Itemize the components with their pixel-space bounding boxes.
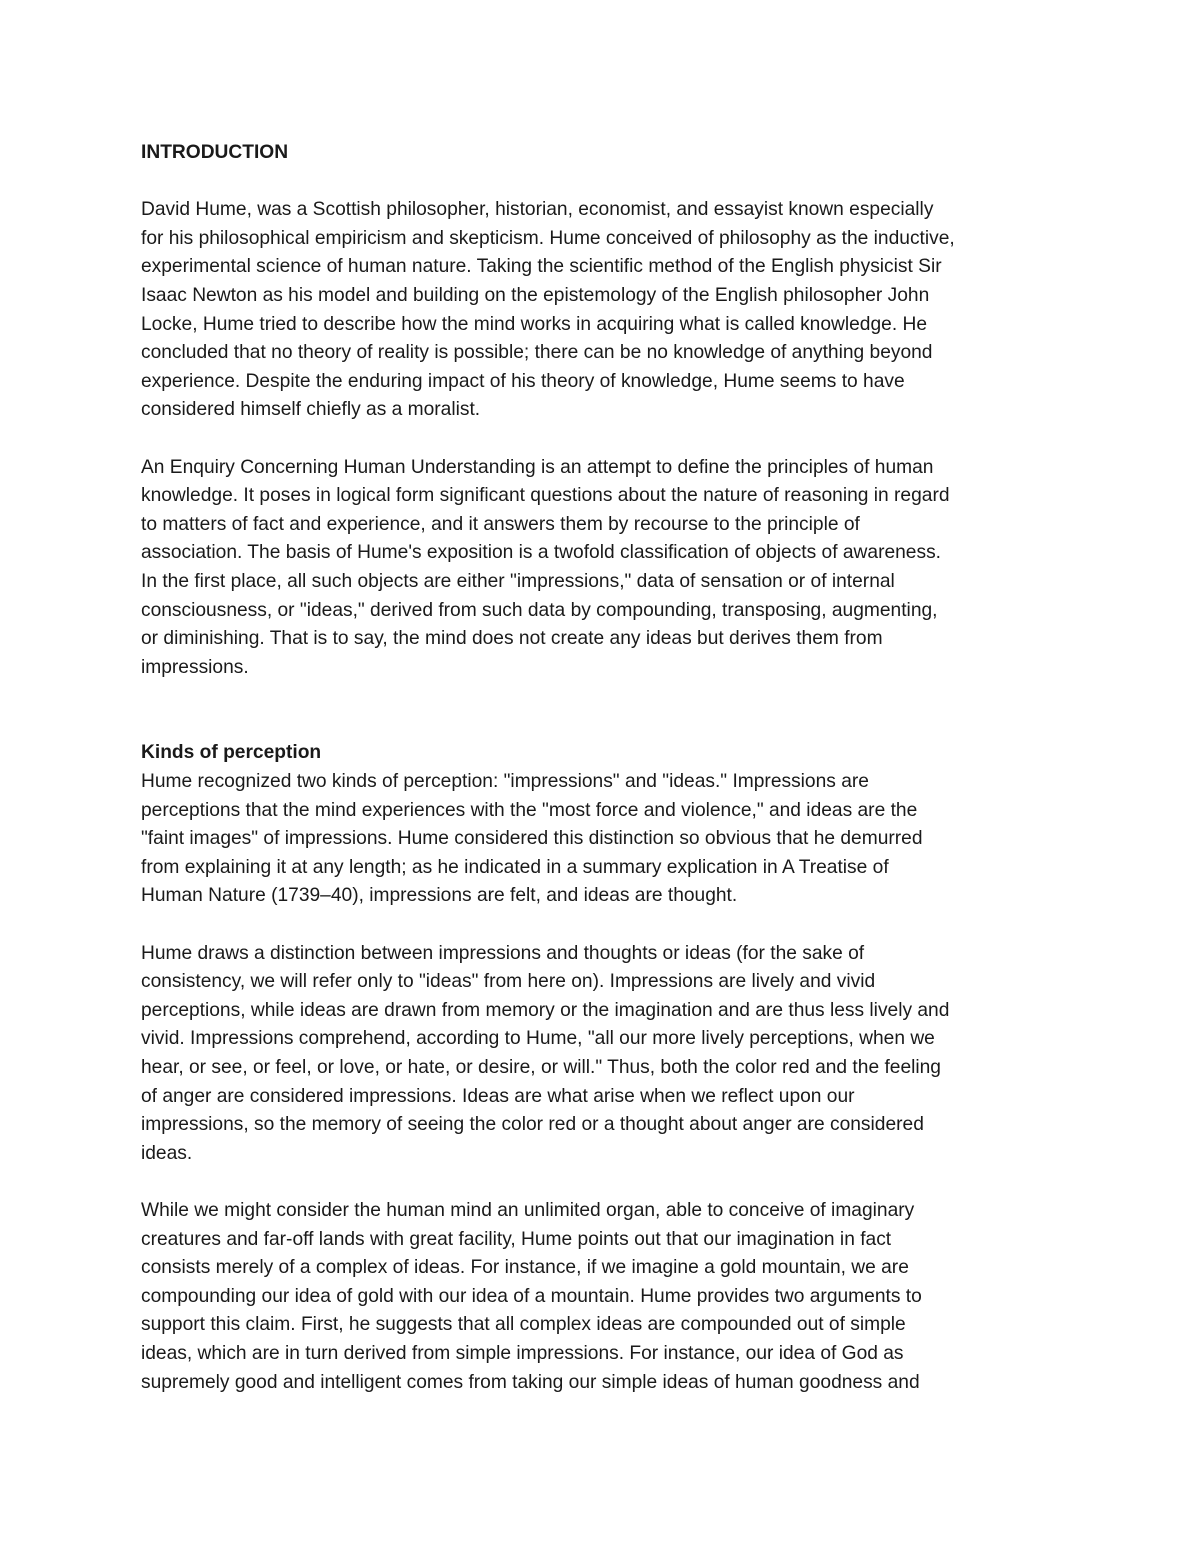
text-line: hear, or see, or feel, or love, or hate, or desire, or will." Thus, both the color red and the feeling: [141, 1057, 941, 1078]
text-line: An Enquiry Concerning Human Understanding is an attempt to define the principles of human: [141, 456, 934, 478]
perception-paragraph-1: [141, 768, 1071, 911]
text-line: impressions, so the memory of seeing the color red or a thought about anger are considered: [141, 1114, 924, 1136]
text-line: Hume recognized two kinds of perception: "impressions" and "ideas." Impressions are: [141, 771, 869, 793]
paragraph-spacer: [141, 425, 1071, 454]
text-line: experience. Despite the enduring impact of his theory of knowledge, Hume seems to have: [141, 370, 905, 392]
text-line: impressions.: [141, 656, 249, 678]
perception-paragraph-2: [141, 940, 1071, 1169]
section-spacer: [141, 682, 1071, 739]
intro-heading: INTRODUCTION: [141, 142, 289, 163]
text-line: consistency, we will refer only to "ideas" from here on). Impressions are lively and vivid: [141, 971, 876, 993]
text-line: Hume draws a distinction between impressions and thoughts or ideas (for the sake of: [141, 942, 865, 964]
text-line: supremely good and intelligent comes from taking our simple ideas of human goodness and: [141, 1371, 920, 1393]
text-line: support this claim. First, he suggests that all complex ideas are compounded out of simple: [141, 1314, 906, 1336]
text-line: In the first place, all such objects are either "impressions," data of sensation or of internal: [141, 570, 895, 592]
paragraph-spacer: [141, 1168, 1071, 1197]
text-line: from explaining it at any length; as he indicated in a summary explication in A Treatise of: [141, 856, 889, 878]
text-line: of anger are considered impressions. Ideas are what arise when we reflect upon our: [141, 1085, 855, 1107]
text-line: or diminishing. That is to say, the mind does not create any ideas but derives them from: [141, 628, 883, 650]
text-line: vivid. Impressions comprehend, according to Hume, "all our more lively perceptions, when we: [141, 1028, 935, 1050]
text-line: knowledge. It poses in logical form significant questions about the nature of reasoning in regard: [141, 485, 950, 507]
text-line: creatures and far-off lands with great facility, Hume points out that our imagination in fact: [141, 1228, 892, 1250]
text-line: experimental science of human nature. Taking the scientific method of the English physicist Sir: [141, 256, 942, 278]
text-line: "faint images" of impressions. Hume considered this distinction so obvious that he demurred: [141, 828, 923, 850]
text-line: for his philosophical empiricism and skepticism. Hume conceived of philosophy as the inductive,: [141, 227, 955, 249]
text-line: Human Nature (1739–40), impressions are felt, and ideas are thought.: [141, 885, 738, 907]
text-line: to matters of fact and experience, and it answers them by recourse to the principle of: [141, 513, 860, 535]
intro-paragraph-2: [141, 454, 1071, 683]
intro-paragraph-1: [141, 196, 1071, 425]
text-line: Isaac Newton as his model and building on the epistemology of the English philosopher John: [141, 284, 930, 306]
paragraph-spacer: [141, 911, 1071, 940]
text-line: association. The basis of Hume's exposition is a twofold classification of objects of awareness.: [141, 542, 941, 564]
perception-paragraph-3: [141, 1197, 1071, 1397]
text-line: ideas, which are in turn derived from simple impressions. For instance, our idea of God as: [141, 1342, 904, 1364]
document-body: [141, 139, 1071, 1397]
text-line: perceptions, while ideas are drawn from memory or the imagination and are thus less lively and: [141, 999, 950, 1021]
text-line: perceptions that the mind experiences with the "most force and violence," and ideas are the: [141, 799, 918, 821]
perception-heading: Kinds of perception: [141, 742, 322, 764]
text-line: David Hume, was a Scottish philosopher, historian, economist, and essayist known especially: [141, 199, 934, 221]
text-line: compounding our idea of gold with our idea of a mountain. Hume provides two arguments to: [141, 1285, 922, 1307]
text-line: considered himself chiefly as a moralist.: [141, 399, 481, 421]
text-line: While we might consider the human mind an unlimited organ, able to conceive of imaginary: [141, 1199, 915, 1221]
text-line: concluded that no theory of reality is possible; there can be no knowledge of anything beyond: [141, 342, 933, 364]
text-line: ideas.: [141, 1142, 193, 1164]
paragraph-spacer: [141, 168, 1071, 197]
text-line: consists merely of a complex of ideas. For instance, if we imagine a gold mountain, we are: [141, 1257, 909, 1279]
text-line: consciousness, or "ideas," derived from such data by compounding, transposing, augmenting,: [141, 599, 938, 621]
text-line: Locke, Hume tried to describe how the mind works in acquiring what is called knowledge. He: [141, 313, 928, 335]
